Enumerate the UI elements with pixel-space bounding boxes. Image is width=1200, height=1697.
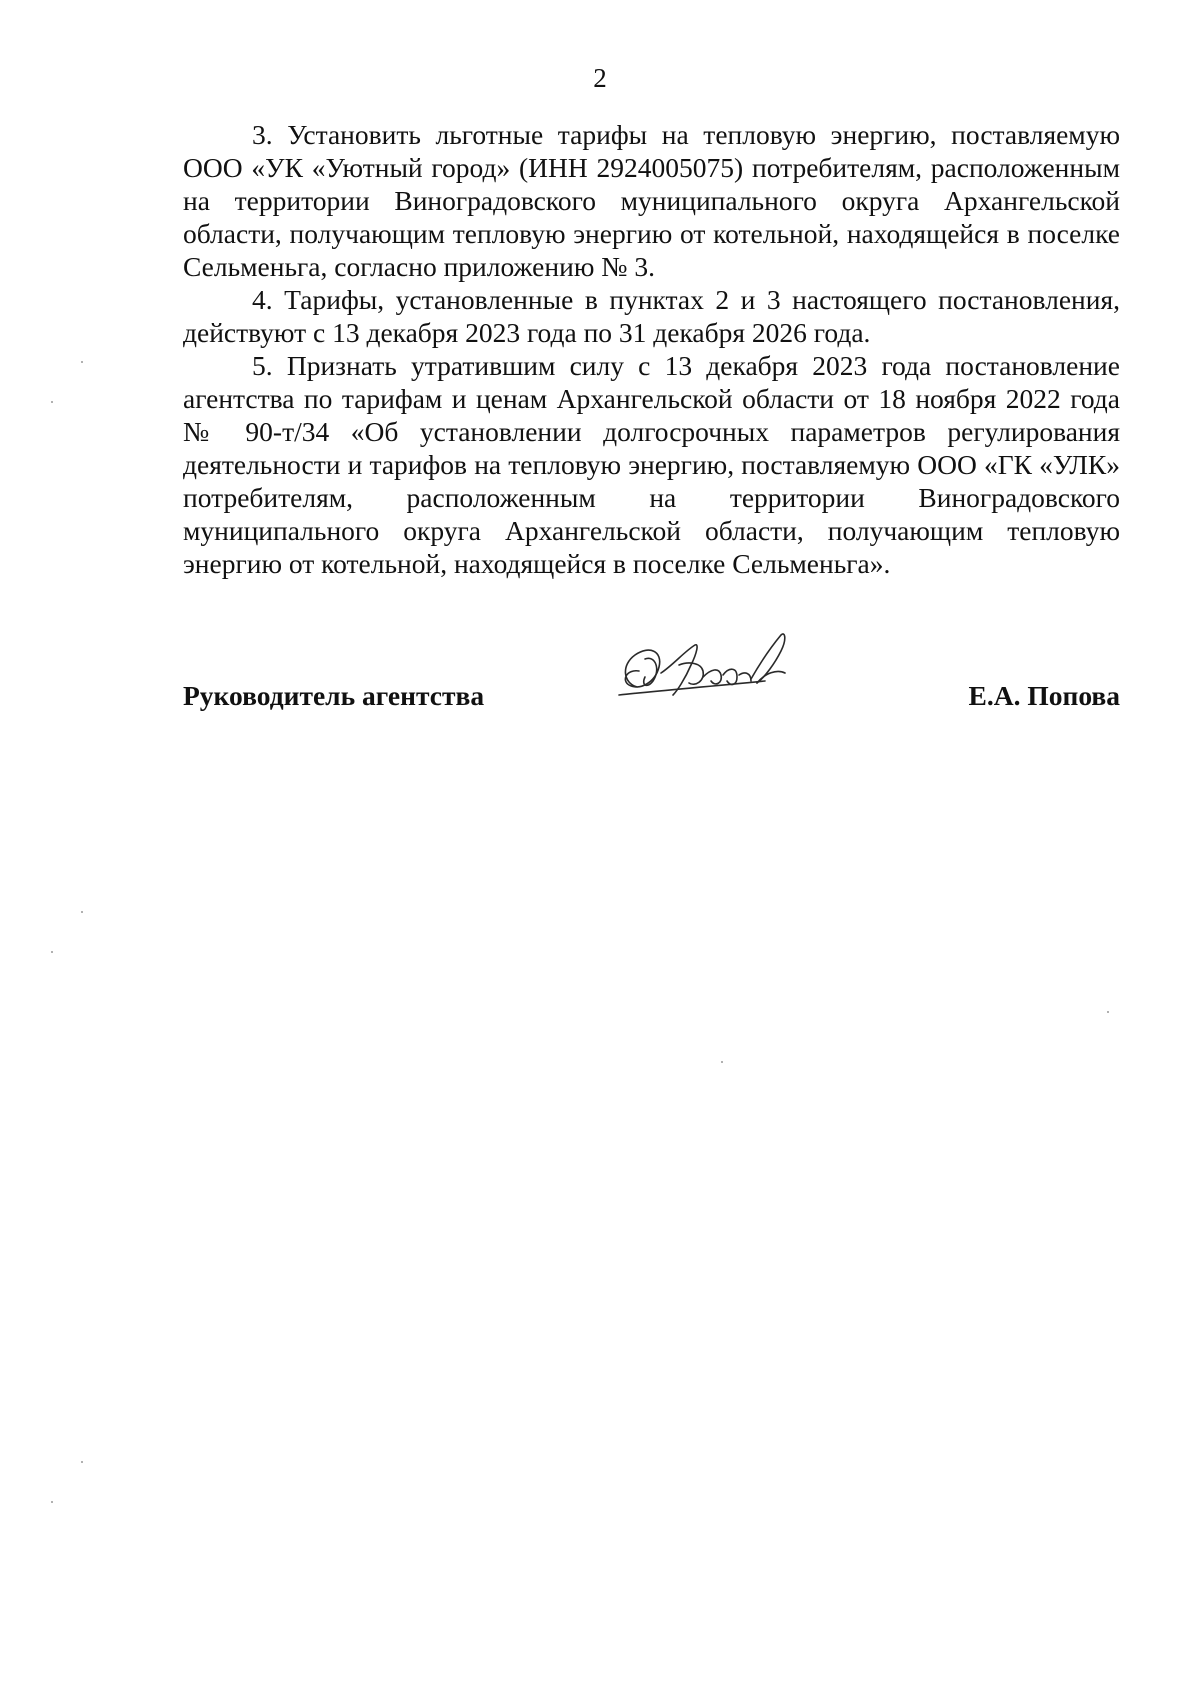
signatory-position: Руководитель агентства [183,680,485,711]
paragraph-3: 3. Установить льготные тарифы на тепловую энергию, поставляемую ООО «УК «Уютный город» (ИНН 2924005075) потребителям, расположенным на территории Виноградовского муниципального округа Архангельской области, получающим тепловую энергию от котельной, находящейся в поселке Сельменьга, согласно приложению № 3. [183,119,1120,282]
signature-block [183,672,1120,712]
signatory-name: Е.А. Попова [968,680,1120,711]
paragraph-4: 4. Тарифы, установленные в пунктах 2 и 3 настоящего постановления, действуют с 13 декабря 2023 года по 31 декабря 2026 года. [183,284,1120,348]
page-number: 2 [593,63,607,93]
document-body [183,118,1120,580]
paragraph-5: 5. Признать утратившим силу с 13 декабря 2023 года постановление агентства по тарифам и ценам Архангельской области от 18 ноября 2022 года № 90-т/34 «Об установлении долгосрочных параметров регулирования деятельности и тарифов на тепловую энергию, поставляемую ООО «ГК «УЛК» потребителям, расположенным на территории Виноградовского муниципального округа Архангельской области, получающим тепловую энергию от котельной, находящейся в поселке Сельменьга». [183,350,1120,579]
